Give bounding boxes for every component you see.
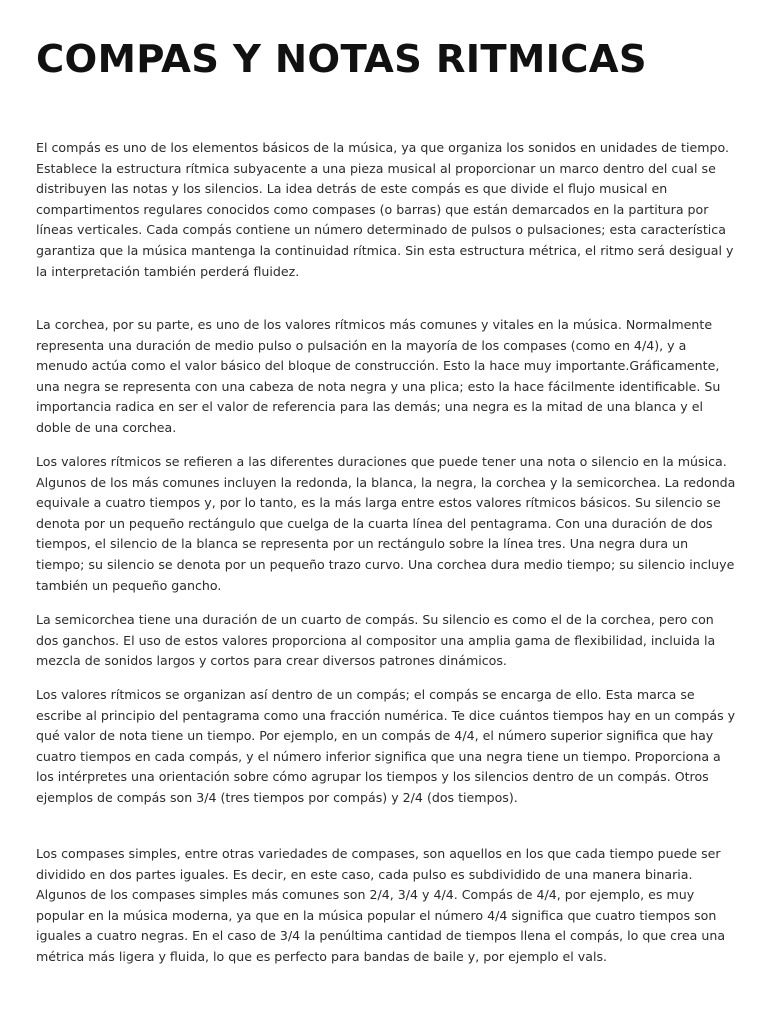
paragraph-valores-ritmicos: Los valores rítmicos se refieren a las diferentes duraciones que puede tener una nota o silencio en la música. Algunos de los más comunes incluyen la redonda, la blanca, la negra, la corchea y la semicorchea. La redonda equivale a cuatro tiempos y, por lo tanto, es la más larga entre estos valores rítmicos básicos. Su silencio se denota por un pequeño rectángulo que cuelga de la cuarta línea del pentagrama. Con una duración de dos tiempos, el silencio de la blanca se representa por un rectángulo sobre la línea tres. Una negra dura un tiempo; su silencio se denota por un pequeño trazo curvo. Una corchea dura medio tiempo; su silencio incluye también un pequeño gancho. [36, 454, 736, 593]
paragraph-semicorchea: La semicorchea tiene una duración de un cuarto de compás. Su silencio es como el de la corchea, pero con dos ganchos. El uso de estos valores proporciona al compositor una amplia gama de flexibilidad, incluida la mezcla de sonidos largos y cortos para crear diversos patrones dinámicos. [36, 612, 716, 669]
paragraph-compases-simples: Los compases simples, entre otras variedades de compases, son aquellos en los que cada tiempo puede ser dividido en dos partes iguales. Es decir, en este caso, cada pulso es subdividido de una manera binaria. Algunos de los compases simples más comunes son 2/4, 3/4 y 4/4. Compás de 4/4, por ejemplo, es muy popular en la música moderna, ya que en la música popular el número 4/4 significa que cuatro tiempos son iguales a cuatro negras. En el caso de 3/4 la penúltima cantidad de tiempos llena el compás, lo que crea una métrica más ligera y fluida, lo que es perfecto para bandas de baile y, por ejemplo el vals. [36, 846, 726, 964]
page-title: COMPAS Y NOTAS RITMICAS [36, 37, 647, 82]
paragraph-corchea: La corchea, por su parte, es uno de los valores rítmicos más comunes y vitales en la música. Normalmente representa una duración de medio pulso o pulsación en la mayoría de los compases (como en 4/4), y a menudo actúa como el valor básico del bloque de construcción. Esto la hace muy importante.Gráficamente, una negra se representa con una cabeza de nota negra y una plica; esto la hace fácilmente identificable. Su importancia radica en ser el valor de referencia para las demás; una negra es la mitad de una blanca y el doble de una corchea. [36, 317, 721, 435]
paragraph-organizacion-compas: Los valores rítmicos se organizan así dentro de un compás; el compás se encarga de ello. Esta marca se escribe al principio del pentagrama como una fracción numérica. Te dice cuántos tiempos hay en un compás y qué valor de nota tiene un tiempo. Por ejemplo, en un compás de 4/4, el número superior significa que hay cuatro tiempos en cada compás, y el número inferior significa que una negra tiene un tiempo. Proporciona a los intérpretes una orientación sobre cómo agrupar los tiempos y los silencios dentro de un compás. Otros ejemplos de compás son 3/4 (tres tiempos por compás) y 2/4 (dos tiempos). [36, 687, 736, 805]
paragraph-compas-intro: El compás es uno de los elementos básicos de la música, ya que organiza los sonidos en unidades de tiempo. Establece la estructura rítmica subyacente a una pieza musical al proporcionar un marco dentro del cual se distribuyen las notas y los silencios. La idea detrás de este compás es que divide el flujo musical en compartimentos regulares conocidos como compases (o barras) que están demarcados en la partitura por líneas verticales. Cada compás contiene un número determinado de pulsos o pulsaciones; esta característica garantiza que la música mantenga la continuidad rítmica. Sin esta estructura métrica, el ritmo será desigual y la interpretación también perderá fluidez. [36, 140, 734, 279]
